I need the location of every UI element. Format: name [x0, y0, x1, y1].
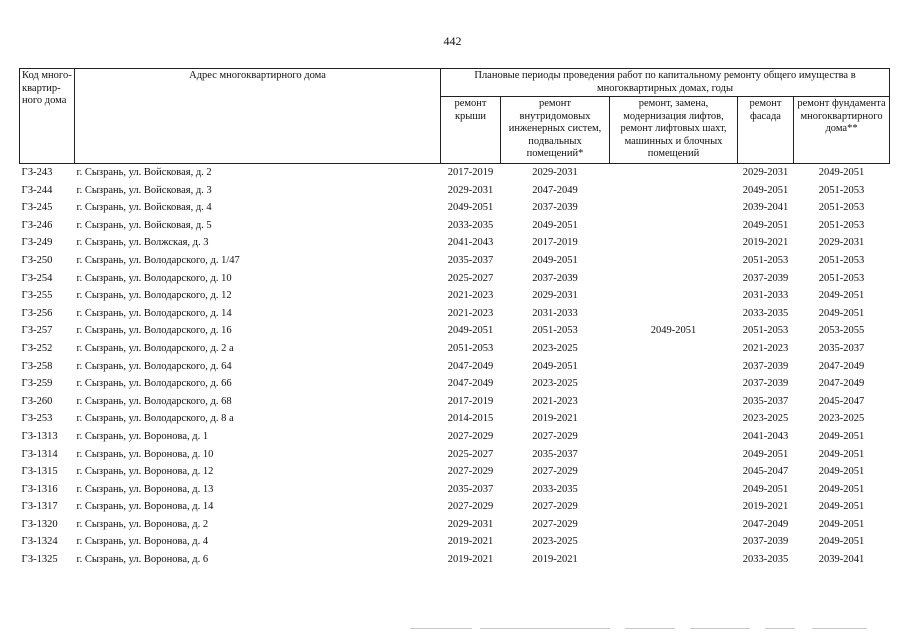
table-row — [20, 533, 890, 551]
cell-foundation: 2053-2055 — [818, 325, 865, 337]
cell-lifts — [610, 446, 738, 464]
cell-code: ГЗ-254 — [21, 272, 53, 284]
cell-systems: 2021-2023 — [532, 395, 578, 407]
cell-code: ГЗ-1325 — [21, 554, 58, 566]
footer-line — [765, 628, 795, 629]
cell-facade: 2033-2035 — [742, 307, 789, 319]
cell-code: ГЗ-260 — [21, 395, 53, 407]
cell-code: ГЗ-257 — [21, 325, 53, 337]
cell-code: ГЗ-1324 — [21, 536, 58, 548]
cell-roof: 2047-2049 — [447, 378, 494, 390]
cell-roof: 2027-2029 — [447, 501, 494, 513]
cell-lifts — [610, 199, 738, 217]
cell-roof: 2025-2027 — [447, 272, 494, 284]
cell-code: ГЗ-252 — [21, 342, 53, 354]
cell-facade: 2031-2033 — [742, 290, 789, 302]
table-row — [20, 270, 890, 288]
cell-roof: 2035-2037 — [447, 254, 494, 266]
cell-systems: 2029-2031 — [532, 290, 578, 302]
table-row — [20, 375, 890, 393]
cell-roof: 2029-2031 — [447, 184, 494, 196]
cell-facade: 2035-2037 — [742, 395, 789, 407]
cell-lifts — [610, 305, 738, 323]
cell-foundation: 2039-2041 — [818, 554, 865, 566]
cell-roof: 2049-2051 — [447, 202, 494, 214]
cell-code: ГЗ-243 — [21, 167, 53, 178]
cell-facade: 2051-2053 — [742, 254, 789, 266]
cell-foundation: 2049-2051 — [818, 483, 865, 495]
cell-address: г. Сызрань, ул. Воронова, д. 14 — [76, 501, 214, 513]
table-row — [20, 164, 890, 182]
footer-line — [480, 628, 610, 629]
cell-lifts — [610, 428, 738, 446]
cell-code: ГЗ-1316 — [21, 483, 58, 495]
cell-roof: 2041-2043 — [447, 237, 494, 249]
cell-roof: 2027-2029 — [447, 466, 494, 478]
cell-roof: 2017-2019 — [447, 395, 494, 407]
footer-line — [410, 628, 472, 629]
table-row — [20, 358, 890, 376]
cell-address: г. Сызрань, ул. Володарского, д. 16 — [76, 325, 232, 337]
cell-lifts — [610, 533, 738, 551]
cell-foundation: 2029-2031 — [818, 237, 865, 249]
cell-facade: 2037-2039 — [742, 378, 789, 390]
table-row — [20, 182, 890, 200]
cell-address: г. Сызрань, ул. Володарского, д. 68 — [76, 395, 232, 407]
cell-facade: 2019-2021 — [742, 237, 789, 249]
cell-facade: 2037-2039 — [742, 360, 789, 372]
cell-code: ГЗ-246 — [21, 219, 53, 231]
cell-systems: 2023-2025 — [532, 536, 578, 548]
cell-address: г. Сызрань, ул. Воронова, д. 1 — [76, 430, 209, 442]
cell-systems: 2033-2035 — [532, 483, 578, 495]
cell-code: ГЗ-253 — [21, 413, 53, 425]
table-row — [20, 234, 890, 252]
cell-foundation: 2051-2053 — [818, 254, 865, 266]
cell-systems: 2017-2019 — [532, 237, 578, 249]
cell-facade: 2029-2031 — [742, 167, 789, 178]
cell-code: ГЗ-1314 — [21, 448, 58, 460]
cell-address: г. Сызрань, ул. Войсковая, д. 4 — [76, 202, 212, 214]
cell-facade: 2049-2051 — [742, 448, 789, 460]
cell-lifts — [610, 375, 738, 393]
cell-code: ГЗ-1320 — [21, 518, 58, 530]
cell-facade: 2049-2051 — [742, 184, 789, 196]
table-row — [20, 199, 890, 217]
cell-address: г. Сызрань, ул. Володарского, д. 1/47 — [76, 254, 240, 266]
cell-foundation: 2049-2051 — [818, 448, 865, 460]
cell-facade: 2021-2023 — [742, 342, 789, 354]
cell-foundation: 2051-2053 — [818, 184, 865, 196]
cell-roof: 2049-2051 — [447, 325, 494, 337]
header-roof: ремонт крыши — [441, 97, 501, 164]
cell-facade: 2019-2021 — [742, 501, 789, 513]
cell-lifts — [610, 252, 738, 270]
table-body — [20, 164, 890, 569]
header-facade: ремонт фасада — [738, 97, 794, 164]
footer-line — [690, 628, 750, 629]
table-row — [20, 252, 890, 270]
cell-code: ГЗ-1313 — [21, 430, 58, 442]
cell-foundation: 2045-2047 — [818, 395, 865, 407]
table-row — [20, 446, 890, 464]
cell-facade: 2039-2041 — [742, 202, 789, 214]
cell-address: г. Сызрань, ул. Воронова, д. 12 — [76, 466, 214, 478]
cell-lifts — [610, 498, 738, 516]
cell-foundation: 2049-2051 — [818, 536, 865, 548]
cell-systems: 2037-2039 — [532, 202, 578, 214]
table-row — [20, 340, 890, 358]
cell-systems: 2047-2049 — [532, 184, 578, 196]
table-row — [20, 217, 890, 235]
header-periods: Плановые периоды проведения работ по капитальному ремонту общего имущества в многоквартирных домах, годы — [441, 69, 890, 97]
header-lifts: ремонт, замена, модернизация лифтов, ремонт лифтовых шахт, машинных и блочных помещений — [610, 97, 738, 164]
header-address: Адрес многоквартирного дома — [75, 69, 441, 164]
cell-facade: 2037-2039 — [742, 272, 789, 284]
cell-roof: 2021-2023 — [447, 290, 494, 302]
cell-roof: 2019-2021 — [447, 536, 494, 548]
cell-lifts — [610, 270, 738, 288]
cell-systems: 2029-2031 — [532, 167, 578, 178]
cell-roof: 2025-2027 — [447, 448, 494, 460]
cell-foundation: 2049-2051 — [818, 466, 865, 478]
cell-address: г. Сызрань, ул. Войсковая, д. 5 — [76, 219, 212, 231]
header-code: Код много-квартир-ного дома — [20, 69, 75, 164]
cell-foundation: 2047-2049 — [818, 360, 865, 372]
cell-code: ГЗ-250 — [21, 254, 53, 266]
cell-foundation: 2049-2051 — [818, 518, 865, 530]
cell-foundation: 2051-2053 — [818, 219, 865, 231]
cell-lifts — [610, 481, 738, 499]
cell-address: г. Сызрань, ул. Воронова, д. 10 — [76, 448, 214, 460]
cell-foundation: 2035-2037 — [818, 342, 865, 354]
cell-facade: 2045-2047 — [742, 466, 789, 478]
cell-code: ГЗ-256 — [21, 307, 53, 319]
cell-systems: 2027-2029 — [532, 430, 578, 442]
cell-address: г. Сызрань, ул. Володарского, д. 2 а — [76, 342, 234, 354]
cell-roof: 2019-2021 — [447, 554, 494, 566]
header-foundation: ремонт фундамента многоквартирного дома** — [794, 97, 890, 164]
cell-foundation: 2049-2051 — [818, 430, 865, 442]
cell-address: г. Сызрань, ул. Володарского, д. 8 а — [76, 413, 234, 425]
table-row — [20, 410, 890, 428]
cell-roof: 2027-2029 — [447, 430, 494, 442]
cell-systems: 2049-2051 — [532, 360, 578, 372]
cell-address: г. Сызрань, ул. Володарского, д. 12 — [76, 290, 232, 302]
table-row — [20, 305, 890, 323]
table-row — [20, 481, 890, 499]
cell-systems: 2027-2029 — [532, 501, 578, 513]
cell-systems: 2027-2029 — [532, 466, 578, 478]
cell-lifts — [610, 217, 738, 235]
cell-address: г. Сызрань, ул. Воронова, д. 6 — [76, 554, 209, 566]
cell-systems: 2035-2037 — [532, 448, 578, 460]
cell-systems: 2019-2021 — [532, 413, 578, 425]
cell-address: г. Сызрань, ул. Войсковая, д. 2 — [76, 167, 212, 178]
cell-facade: 2033-2035 — [742, 554, 789, 566]
cell-address: г. Сызрань, ул. Володарского, д. 66 — [76, 378, 232, 390]
cell-systems: 2027-2029 — [532, 518, 578, 530]
cell-code: ГЗ-249 — [21, 237, 53, 249]
cell-lifts — [610, 182, 738, 200]
cell-roof: 2033-2035 — [447, 219, 494, 231]
cell-code: ГЗ-1317 — [21, 501, 58, 513]
cell-lifts — [610, 393, 738, 411]
cell-systems: 2037-2039 — [532, 272, 578, 284]
cell-roof: 2017-2019 — [447, 167, 494, 178]
cell-roof: 2014-2015 — [447, 413, 494, 425]
cell-code: ГЗ-259 — [21, 378, 53, 390]
cell-address: г. Сызрань, ул. Володарского, д. 10 — [76, 272, 232, 284]
cell-code: ГЗ-245 — [21, 202, 53, 214]
cell-facade: 2041-2043 — [742, 430, 789, 442]
cell-code: ГЗ-1315 — [21, 466, 58, 478]
cell-facade: 2037-2039 — [742, 536, 789, 548]
cell-systems: 2023-2025 — [532, 378, 578, 390]
table-header — [20, 69, 890, 164]
cell-address: г. Сызрань, ул. Волжская, д. 3 — [76, 237, 209, 249]
cell-foundation: 2049-2051 — [818, 167, 865, 178]
cell-lifts — [610, 358, 738, 376]
cell-facade: 2049-2051 — [742, 219, 789, 231]
cell-systems: 2031-2033 — [532, 307, 578, 319]
table-row — [20, 428, 890, 446]
page-number: 442 — [443, 34, 462, 48]
cell-facade: 2023-2025 — [742, 413, 789, 425]
cell-address: г. Сызрань, ул. Володарского, д. 64 — [76, 360, 232, 372]
cell-systems: 2049-2051 — [532, 254, 578, 266]
cell-roof: 2047-2049 — [447, 360, 494, 372]
table-row — [20, 322, 890, 340]
cell-facade: 2051-2053 — [742, 325, 789, 337]
cell-address: г. Сызрань, ул. Володарского, д. 14 — [76, 307, 232, 319]
cell-roof: 2051-2053 — [447, 342, 494, 354]
footer-line — [625, 628, 675, 629]
cell-lifts — [610, 516, 738, 534]
cell-lifts — [610, 340, 738, 358]
cell-systems: 2049-2051 — [532, 219, 578, 231]
cell-foundation: 2049-2051 — [818, 501, 865, 513]
cell-foundation: 2051-2053 — [818, 272, 865, 284]
cell-lifts: 2049-2051 — [650, 325, 697, 337]
cell-foundation: 2049-2051 — [818, 307, 865, 319]
capital-repair-table — [19, 68, 890, 569]
cell-address: г. Сызрань, ул. Воронова, д. 4 — [76, 536, 209, 548]
cell-systems: 2019-2021 — [532, 554, 578, 566]
cell-facade: 2047-2049 — [742, 518, 789, 530]
table-row — [20, 393, 890, 411]
cell-facade: 2049-2051 — [742, 483, 789, 495]
cell-address: г. Сызрань, ул. Войсковая, д. 3 — [76, 184, 212, 196]
table-row — [20, 551, 890, 569]
header-systems: ремонт внутридомовых инженерных систем, подвальных помещений* — [501, 97, 610, 164]
cell-foundation: 2049-2051 — [818, 290, 865, 302]
cell-address: г. Сызрань, ул. Воронова, д. 13 — [76, 483, 214, 495]
cell-code: ГЗ-244 — [21, 184, 53, 196]
cell-lifts — [610, 410, 738, 428]
cell-systems: 2051-2053 — [532, 325, 578, 337]
cell-roof: 2021-2023 — [447, 307, 494, 319]
cell-foundation: 2047-2049 — [818, 378, 865, 390]
table-row — [20, 498, 890, 516]
table-row — [20, 516, 890, 534]
cell-address: г. Сызрань, ул. Воронова, д. 2 — [76, 518, 209, 530]
cell-systems: 2023-2025 — [532, 342, 578, 354]
cell-lifts — [610, 287, 738, 305]
cell-code: ГЗ-255 — [21, 290, 53, 302]
cell-roof: 2029-2031 — [447, 518, 494, 530]
table-row — [20, 287, 890, 305]
cell-foundation: 2051-2053 — [818, 202, 865, 214]
footer-line — [812, 628, 867, 629]
cell-roof: 2035-2037 — [447, 483, 494, 495]
cell-lifts — [610, 551, 738, 569]
cell-lifts — [610, 463, 738, 481]
cell-code: ГЗ-258 — [21, 360, 53, 372]
cell-lifts — [610, 234, 738, 252]
table-row — [20, 463, 890, 481]
cell-lifts — [610, 164, 738, 182]
cell-foundation: 2023-2025 — [818, 413, 865, 425]
